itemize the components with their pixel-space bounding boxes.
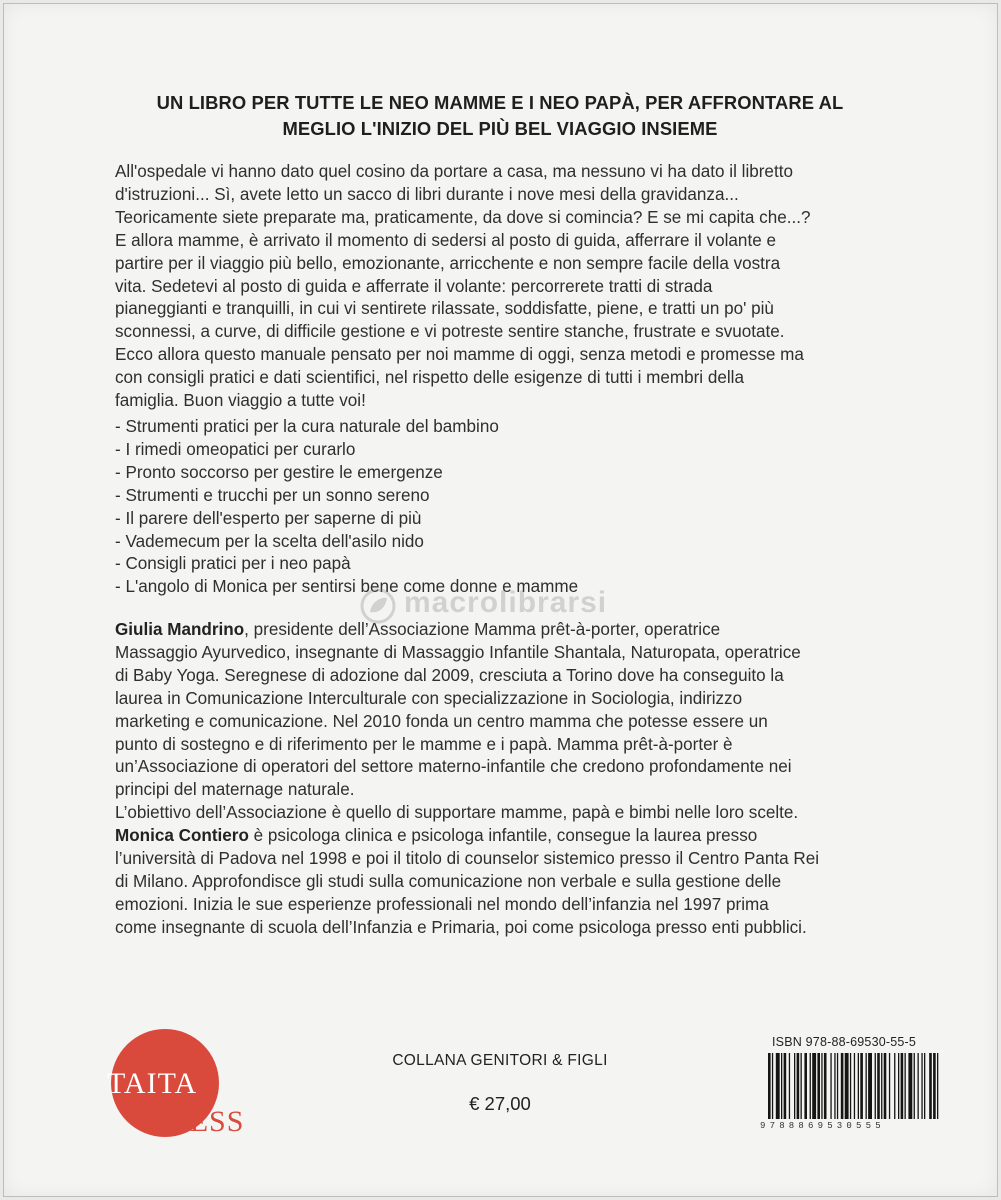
intro-line: con consigli pratici e dati scientifici, nel rispetto delle esigenze di tutti i membri della <box>115 368 744 388</box>
feature-item: - Strumenti pratici per la cura naturale del bambino <box>115 417 499 436</box>
isbn-label: ISBN 978-88-69530-55-5 <box>772 1035 917 1049</box>
barcode-bar <box>789 1053 790 1119</box>
barcode-bar <box>868 1053 872 1119</box>
barcode-bar <box>821 1053 822 1119</box>
feature-item: - Il parere dell'esperto per saperne di più <box>115 508 422 528</box>
bio-line: emozioni. Inizia le sue esperienze professionali nel mondo dell’infanzia nel 1997 prima <box>115 894 769 914</box>
bio-line: come insegnante di scuola dell’Infanzia e Primaria, poi come psicologa presso enti pubblici. <box>115 917 807 937</box>
author-name: Monica Contiero <box>115 826 249 846</box>
feature-item: - Strumenti e trucchi per un sonno sereno <box>115 485 430 505</box>
barcode-bar <box>834 1053 835 1119</box>
bio-line: principi del maternage naturale. <box>115 780 355 800</box>
barcode-digits: 9788869530555 <box>760 1121 885 1131</box>
barcode-bar <box>776 1053 780 1119</box>
barcode-bar <box>929 1053 932 1119</box>
barcode-bar <box>889 1053 890 1119</box>
publisher-logo <box>103 1027 248 1143</box>
barcode-bar <box>845 1053 849 1119</box>
barcode-bar <box>810 1053 811 1119</box>
barcode-bar <box>797 1053 800 1119</box>
series-label: COLLANA GENITORI & FIGLI <box>392 1052 608 1069</box>
bio-text: è psicologa clinica e psicologa infantile, consegue la laurea presso <box>248 826 758 846</box>
barcode-bar <box>918 1053 919 1119</box>
barcode-bar <box>914 1053 915 1119</box>
headline <box>80 90 920 142</box>
barcode-bar <box>781 1053 782 1119</box>
barcode-bar <box>768 1053 771 1119</box>
barcode-bar <box>801 1053 802 1119</box>
barcode-bar <box>877 1053 880 1119</box>
barcode-bar <box>937 1053 938 1119</box>
barcode-bar <box>921 1053 922 1119</box>
barcode-bar <box>898 1053 899 1119</box>
bio-line: L’obiettivo dell’Associazione è quello di supportare mamme, papà e bimbi nelle loro scelte. <box>115 803 799 823</box>
barcode-bar <box>881 1053 882 1119</box>
barcode-bar <box>817 1053 820 1119</box>
bio-line: Massaggio Ayurvedico, insegnante di Massaggio Infantile Shantala, Naturopata, operatrice <box>115 642 801 662</box>
bio-line <box>115 825 895 848</box>
intro-line: E allora mamme, è arrivato il momento di sedersi al posto di guida, afferrare il volante e <box>115 230 776 250</box>
barcode-bar <box>830 1053 831 1119</box>
bio-line: punto di sostegno e di riferimento per le mamme e i papà. Mamma prêt-à-porter è <box>115 734 733 754</box>
barcode-bar <box>812 1053 816 1119</box>
watermark-text: macrolibrarsi <box>404 586 608 619</box>
intro-line: famiglia. Buon viaggio a tutte voi! <box>115 391 366 411</box>
bio-line: un’Associazione di operatori del settore materno-infantile che credono profondamente nei <box>115 757 792 777</box>
intro-line: vita. Sedetevi al posto di guida e afferrate il volante: percorrerete tratti di strada <box>115 276 713 296</box>
intro-line: d'istruzioni... Sì, avete letto un sacco di libri durante i nove mesi della gravidanza... <box>115 184 739 204</box>
feature-item: - I rimedi omeopatici per curarlo <box>115 439 356 459</box>
barcode-bar <box>794 1053 795 1119</box>
intro-line: Teoricamente siete preparate ma, praticamente, da dove si comincia? E se mi capita che...? <box>115 207 811 227</box>
feature-item: - Pronto soccorso per gestire le emergenze <box>115 462 443 482</box>
logo-text-line-1: TAITA <box>107 1067 198 1100</box>
feature-item: - L'angolo di Monica per sentirsi bene come donne e mamme <box>115 577 579 597</box>
intro-line: sconnessi, a curve, di difficile gestione e vi potreste sentire stanche, frustrate e svuotate. <box>115 322 785 342</box>
intro-line: pianeggianti e tranquilli, in cui vi sentirete rilassate, soddisfatte, piene, e tratti un po' più <box>115 299 774 319</box>
logo-text-line-2: PRESS <box>151 1105 245 1138</box>
bio-line <box>115 619 895 642</box>
bio-line: laurea in Comunicazione Interculturale con specializzazione in Sociologia, indirizzo <box>115 688 743 708</box>
bio-line: l’università di Padova nel 1998 e poi il titolo di counselor sistemico presso il Centro Panta Rei <box>115 849 820 869</box>
barcode-bar <box>850 1053 851 1119</box>
barcode-bar <box>841 1053 844 1119</box>
barcode-bar <box>875 1053 876 1119</box>
barcode-bar <box>924 1053 925 1119</box>
feature-item: - Consigli pratici per i neo papà <box>115 554 351 574</box>
barcode-bar <box>908 1053 912 1119</box>
barcode-bar <box>824 1053 827 1119</box>
price-label: € 27,00 <box>469 1093 531 1114</box>
intro-line: All'ospedale vi hanno dato quel cosino da portare a casa, ma nessuno vi ha dato il libretto <box>115 162 793 181</box>
features-list <box>115 416 895 599</box>
barcode-bar <box>858 1053 859 1119</box>
barcode-bar <box>854 1053 855 1119</box>
bio-line: marketing e comunicazione. Nel 2010 fonda un centro mamma che potesse essere un <box>115 711 768 731</box>
barcode-bar <box>860 1053 863 1119</box>
barcode-bar <box>784 1053 787 1119</box>
bio-text: , presidente dell’Associazione Mamma prêt-à-porter, operatrice <box>244 620 721 639</box>
intro-line: partire per il viaggio più bello, emozionante, arricchente e non sempre facile della vostra <box>115 253 781 273</box>
barcode-bar <box>933 1053 936 1119</box>
headline-line-1: UN LIBRO PER TUTTE LE NEO MAMME E I NEO PAPÀ, PER AFFRONTARE AL <box>156 92 844 113</box>
barcode-bar <box>772 1053 773 1119</box>
barcode-bar <box>901 1053 904 1119</box>
intro-paragraph <box>115 161 895 413</box>
intro-line: Ecco allora questo manuale pensato per noi mamme di oggi, senza metodi e promesse ma <box>115 345 804 365</box>
barcode-bar <box>837 1053 838 1119</box>
headline-line-2: MEGLIO L'INIZIO DEL PIÙ BEL VIAGGIO INSIEME <box>282 118 718 139</box>
barcode-bar <box>905 1053 906 1119</box>
barcode-bar <box>894 1053 895 1119</box>
barcode-bar <box>884 1053 887 1119</box>
feature-item: - Vademecum per la scelta dell'asilo nido <box>115 531 424 551</box>
bio-line: di Milano. Approfondisce gli studi sulla comunicazione non verbale e sulla gestione delle <box>115 871 782 891</box>
author-name: Giulia Mandrino <box>115 620 245 639</box>
bio-line: di Baby Yoga. Seregnese di adozione dal 2009, cresciuta a Torino dove ha conseguito la <box>115 665 784 685</box>
barcode-bar <box>804 1053 807 1119</box>
barcode-bar <box>866 1053 867 1119</box>
authors-bio <box>115 619 895 940</box>
barcode <box>766 1053 994 1121</box>
